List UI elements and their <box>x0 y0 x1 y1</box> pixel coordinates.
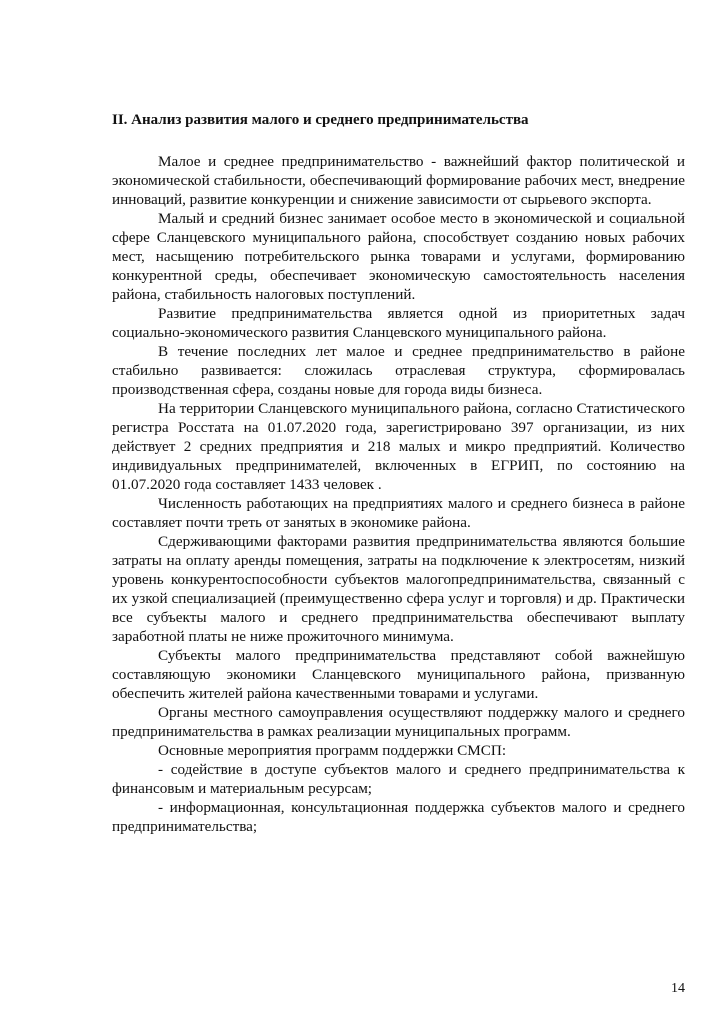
paragraph: Малый и средний бизнес занимает особое место в экономической и социальной сфере Сланцевского муниципального района, способствует созданию новых рабочих мест, насыщению потребительского рынка товарами и услугами, формированию конкурентной среды, обеспечивает экономическую самостоятельность населения района, стабильность налоговых поступлений. <box>112 210 685 303</box>
paragraph: Сдерживающими факторами развития предпринимательства являются большие затраты на оплату аренды помещения, затраты на подключение к электросетям, низкий уровень конкурентоспособности субъектов малогопредпринимательства, связанный с их узкой специализацией (преимущественно сфера услуг и торговля) и др. Практически все субъекты малого и среднего предпринимательства обеспечивают выплату заработной платы не ниже прожиточного минимума. <box>112 533 685 645</box>
body-text <box>112 152 685 836</box>
bullet-item: - содействие в доступе субъектов малого и среднего предпринимательства к финансовым и материальным ресурсам; <box>112 761 685 797</box>
page-number: 14 <box>671 981 685 996</box>
paragraph: Развитие предпринимательства является одной из приоритетных задач социально-экономического развития Сланцевского муниципального района. <box>112 305 685 341</box>
bullet-item: - информационная, консультационная поддержка субъектов малого и среднего предпринимательства; <box>112 799 685 835</box>
paragraph: Органы местного самоуправления осуществляют поддержку малого и среднего предпринимательства в рамках реализации муниципальных программ. <box>112 704 685 740</box>
paragraph: Основные мероприятия программ поддержки СМСП: <box>158 742 507 759</box>
paragraph: Малое и среднее предпринимательство - важнейший фактор политической и экономической стабильности, обеспечивающий формирование рабочих мест, внедрение инноваций, развитие конкуренции и снижение зависимости от сырьевого экспорта. <box>112 153 685 208</box>
paragraph: Численность работающих на предприятиях малого и среднего бизнеса в районе составляет почти треть от занятых в экономике района. <box>112 495 685 531</box>
paragraph: В течение последних лет малое и среднее предпринимательство в районе стабильно развивается: сложилась отраслевая структура, сформировалась производственная сфера, созданы новые для города виды бизнеса. <box>112 343 685 398</box>
paragraph: Субъекты малого предпринимательства представляют собой важнейшую составляющую экономики Сланцевского муниципального района, призванную обеспечить жителей района качественными товарами и услугами. <box>112 647 685 702</box>
paragraph: На территории Сланцевского муниципального района, согласно Статистического регистра Росстата на 01.07.2020 года, зарегистрировано 397 организации, из них действует 2 средних предприятия и 218 малых и микро предприятий. Количество индивидуальных предпринимателей, включенных в ЕГРИП, по состоянию на 01.07.2020 года составляет 1433 человек . <box>112 400 685 493</box>
section-heading: II. Анализ развития малого и среднего предпринимательства <box>112 112 529 128</box>
